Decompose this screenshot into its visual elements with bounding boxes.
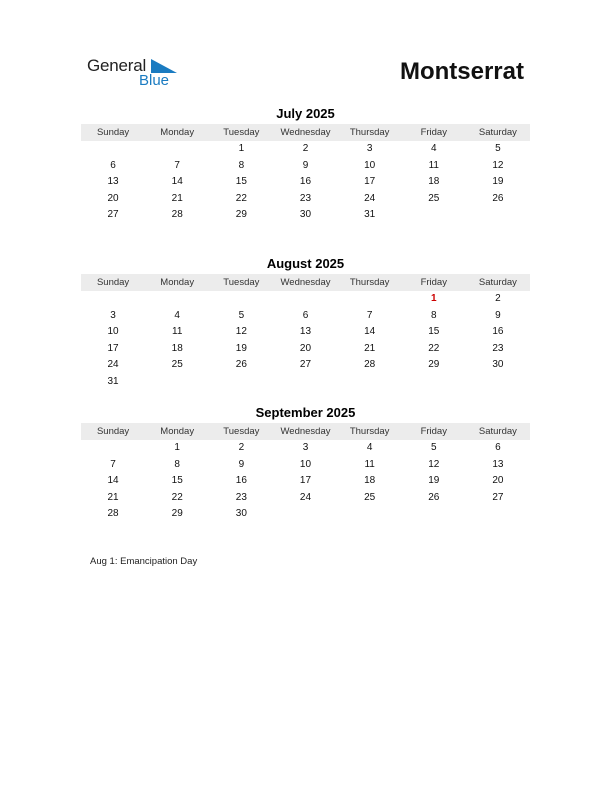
month-title: September 2025 xyxy=(255,405,356,420)
day-cell: 25 xyxy=(364,491,376,503)
day-cell: 6 xyxy=(110,159,116,171)
day-cell: 21 xyxy=(107,491,119,503)
week-row xyxy=(81,324,530,341)
weekday-label: Friday xyxy=(420,127,447,138)
day-cell: 12 xyxy=(235,326,247,338)
weekday-label: Thursday xyxy=(349,426,390,437)
weekday-label: Sunday xyxy=(96,127,130,138)
day-cell: 28 xyxy=(171,209,183,221)
day-cell: 3 xyxy=(302,442,309,453)
day-cell xyxy=(402,374,466,391)
weekday-label: Thursday xyxy=(349,127,390,138)
week-row xyxy=(81,473,530,490)
day-cell: 7 xyxy=(174,159,180,171)
day-cell: 24 xyxy=(107,359,119,371)
week-row xyxy=(81,308,530,325)
weekday-label: Sunday xyxy=(96,426,130,437)
day-cell: 30 xyxy=(235,508,247,520)
day-cell: 10 xyxy=(364,159,376,171)
day-cell xyxy=(273,291,337,308)
day-cell: 4 xyxy=(174,309,180,321)
day-cell: 20 xyxy=(299,342,312,354)
day-cell: 18 xyxy=(364,475,376,487)
week-row xyxy=(81,191,530,208)
weekday-label: Monday xyxy=(160,426,195,437)
day-cell: 22 xyxy=(171,491,183,503)
day-cell: 5 xyxy=(430,442,437,453)
day-cell: 26 xyxy=(492,192,504,204)
day-cell: 24 xyxy=(364,192,376,204)
day-cell xyxy=(145,374,209,391)
day-cell: 25 xyxy=(171,359,183,371)
day-cell xyxy=(402,207,466,224)
day-cell: 13 xyxy=(492,458,504,470)
day-cell: 8 xyxy=(174,458,180,470)
holiday-day-cell: 1 xyxy=(430,293,437,304)
day-cell: 3 xyxy=(366,143,373,154)
weekday-header-row xyxy=(81,274,530,291)
logo-general-text: General xyxy=(87,56,147,75)
weekday-label: Tuesday xyxy=(223,127,260,138)
day-cell: 17 xyxy=(364,176,376,188)
day-cell: 17 xyxy=(299,475,312,487)
month-title: August 2025 xyxy=(266,256,345,271)
month-september xyxy=(81,405,530,523)
week-row xyxy=(81,440,530,457)
day-cell: 31 xyxy=(364,209,376,221)
weekday-label: Monday xyxy=(160,127,195,138)
day-cell: 16 xyxy=(235,475,247,487)
day-cell: 23 xyxy=(492,342,504,354)
day-cell: 25 xyxy=(428,192,440,204)
day-cell: 30 xyxy=(492,359,504,371)
day-cell: 11 xyxy=(364,458,375,470)
day-cell: 2 xyxy=(302,143,309,154)
day-cell: 27 xyxy=(299,359,312,371)
weekday-header-row xyxy=(81,423,530,440)
day-cell: 2 xyxy=(238,442,245,453)
day-cell: 1 xyxy=(174,442,180,453)
day-cell: 28 xyxy=(107,508,119,520)
country-title: Montserrat xyxy=(399,58,524,85)
day-cell xyxy=(81,141,145,158)
day-cell: 19 xyxy=(492,176,504,188)
day-cell xyxy=(81,291,145,308)
day-cell: 6 xyxy=(495,442,501,453)
day-cell: 19 xyxy=(428,475,440,487)
day-cell xyxy=(145,141,209,158)
day-cell xyxy=(466,374,530,391)
day-cell xyxy=(209,374,273,391)
weekday-label: Sunday xyxy=(96,277,130,288)
month-august xyxy=(81,256,530,391)
day-cell: 14 xyxy=(171,176,183,188)
day-cell: 8 xyxy=(238,159,245,171)
day-cell: 3 xyxy=(110,309,116,321)
day-cell: 23 xyxy=(235,491,247,503)
day-cell xyxy=(338,291,402,308)
day-cell: 26 xyxy=(235,359,247,371)
week-row xyxy=(81,207,530,224)
day-cell xyxy=(338,374,402,391)
day-cell: 15 xyxy=(235,176,247,188)
day-cell: 6 xyxy=(302,309,309,321)
day-cell: 27 xyxy=(492,491,504,503)
day-cell: 8 xyxy=(430,309,437,321)
day-cell: 18 xyxy=(171,342,183,354)
day-cell: 7 xyxy=(366,309,373,321)
day-cell: 12 xyxy=(492,159,504,171)
weekday-label: Tuesday xyxy=(223,426,260,437)
weekday-label: Saturday xyxy=(478,127,517,138)
day-cell: 13 xyxy=(107,176,119,188)
day-cell: 17 xyxy=(107,342,119,354)
holiday-notes xyxy=(90,556,197,567)
day-cell xyxy=(466,506,530,523)
weekday-label: Wednesday xyxy=(280,426,331,437)
day-cell: 22 xyxy=(428,342,440,354)
week-row xyxy=(81,141,530,158)
generalblue-logo xyxy=(87,56,187,92)
day-cell: 9 xyxy=(495,309,501,321)
week-row xyxy=(81,341,530,358)
day-cell: 16 xyxy=(299,176,312,188)
weekday-header-row xyxy=(81,124,530,141)
day-cell: 21 xyxy=(364,342,376,354)
day-cell: 10 xyxy=(299,458,312,470)
day-cell xyxy=(81,440,145,457)
day-cell: 26 xyxy=(428,491,440,503)
day-cell: 14 xyxy=(364,326,376,338)
day-cell: 11 xyxy=(428,159,439,171)
day-cell: 4 xyxy=(366,442,373,453)
day-cell: 21 xyxy=(171,192,183,204)
week-row xyxy=(81,457,530,474)
day-cell: 4 xyxy=(430,143,437,154)
day-cell: 13 xyxy=(299,326,312,338)
day-cell: 20 xyxy=(107,192,119,204)
day-cell: 20 xyxy=(492,475,504,487)
weekday-label: Friday xyxy=(420,426,447,437)
day-cell: 28 xyxy=(364,359,376,371)
weekday-label: Friday xyxy=(420,277,447,288)
day-cell: 23 xyxy=(299,192,312,204)
week-row xyxy=(81,357,530,374)
weekday-label: Thursday xyxy=(349,277,390,288)
day-cell: 29 xyxy=(171,508,183,520)
day-cell: 24 xyxy=(299,491,312,503)
day-cell: 31 xyxy=(107,375,119,387)
weekday-label: Wednesday xyxy=(280,277,331,288)
day-cell xyxy=(273,374,337,391)
day-cell: 10 xyxy=(107,326,119,338)
day-cell: 12 xyxy=(428,458,440,470)
day-cell: 19 xyxy=(235,342,247,354)
day-cell xyxy=(145,291,209,308)
day-cell: 5 xyxy=(495,143,501,154)
day-cell: 7 xyxy=(110,458,116,470)
day-cell: 9 xyxy=(238,458,245,470)
week-row xyxy=(81,490,530,507)
week-row xyxy=(81,174,530,191)
weekday-label: Saturday xyxy=(478,426,517,437)
day-cell xyxy=(466,207,530,224)
week-row xyxy=(81,374,530,391)
day-cell: 15 xyxy=(171,475,183,487)
day-cell xyxy=(338,506,402,523)
logo-blue-text: Blue xyxy=(139,72,170,89)
day-cell: 29 xyxy=(235,209,247,221)
month-july xyxy=(81,106,530,224)
day-cell: 30 xyxy=(299,209,312,221)
week-row xyxy=(81,291,530,308)
weekday-label: Saturday xyxy=(478,277,517,288)
weekday-label: Monday xyxy=(160,277,195,288)
day-cell: 9 xyxy=(302,159,309,171)
day-cell xyxy=(402,506,466,523)
day-cell: 15 xyxy=(428,326,440,338)
day-cell: 18 xyxy=(428,176,440,188)
day-cell xyxy=(273,506,337,523)
day-cell: 29 xyxy=(428,359,440,371)
day-cell: 27 xyxy=(107,209,119,221)
weekday-label: Tuesday xyxy=(223,277,260,288)
day-cell: 2 xyxy=(495,293,501,304)
weekday-label: Wednesday xyxy=(280,127,331,138)
day-cell: 14 xyxy=(107,475,119,487)
day-cell xyxy=(209,291,273,308)
week-row xyxy=(81,158,530,175)
day-cell: 11 xyxy=(172,326,183,338)
day-cell: 5 xyxy=(238,309,245,321)
day-cell: 22 xyxy=(235,192,247,204)
week-row xyxy=(81,506,530,523)
day-cell: 1 xyxy=(238,143,245,154)
holiday-note: Aug 1: Emancipation Day xyxy=(90,556,198,567)
logo-triangle-icon xyxy=(151,59,177,73)
month-title: July 2025 xyxy=(276,106,335,121)
day-cell: 16 xyxy=(492,326,504,338)
